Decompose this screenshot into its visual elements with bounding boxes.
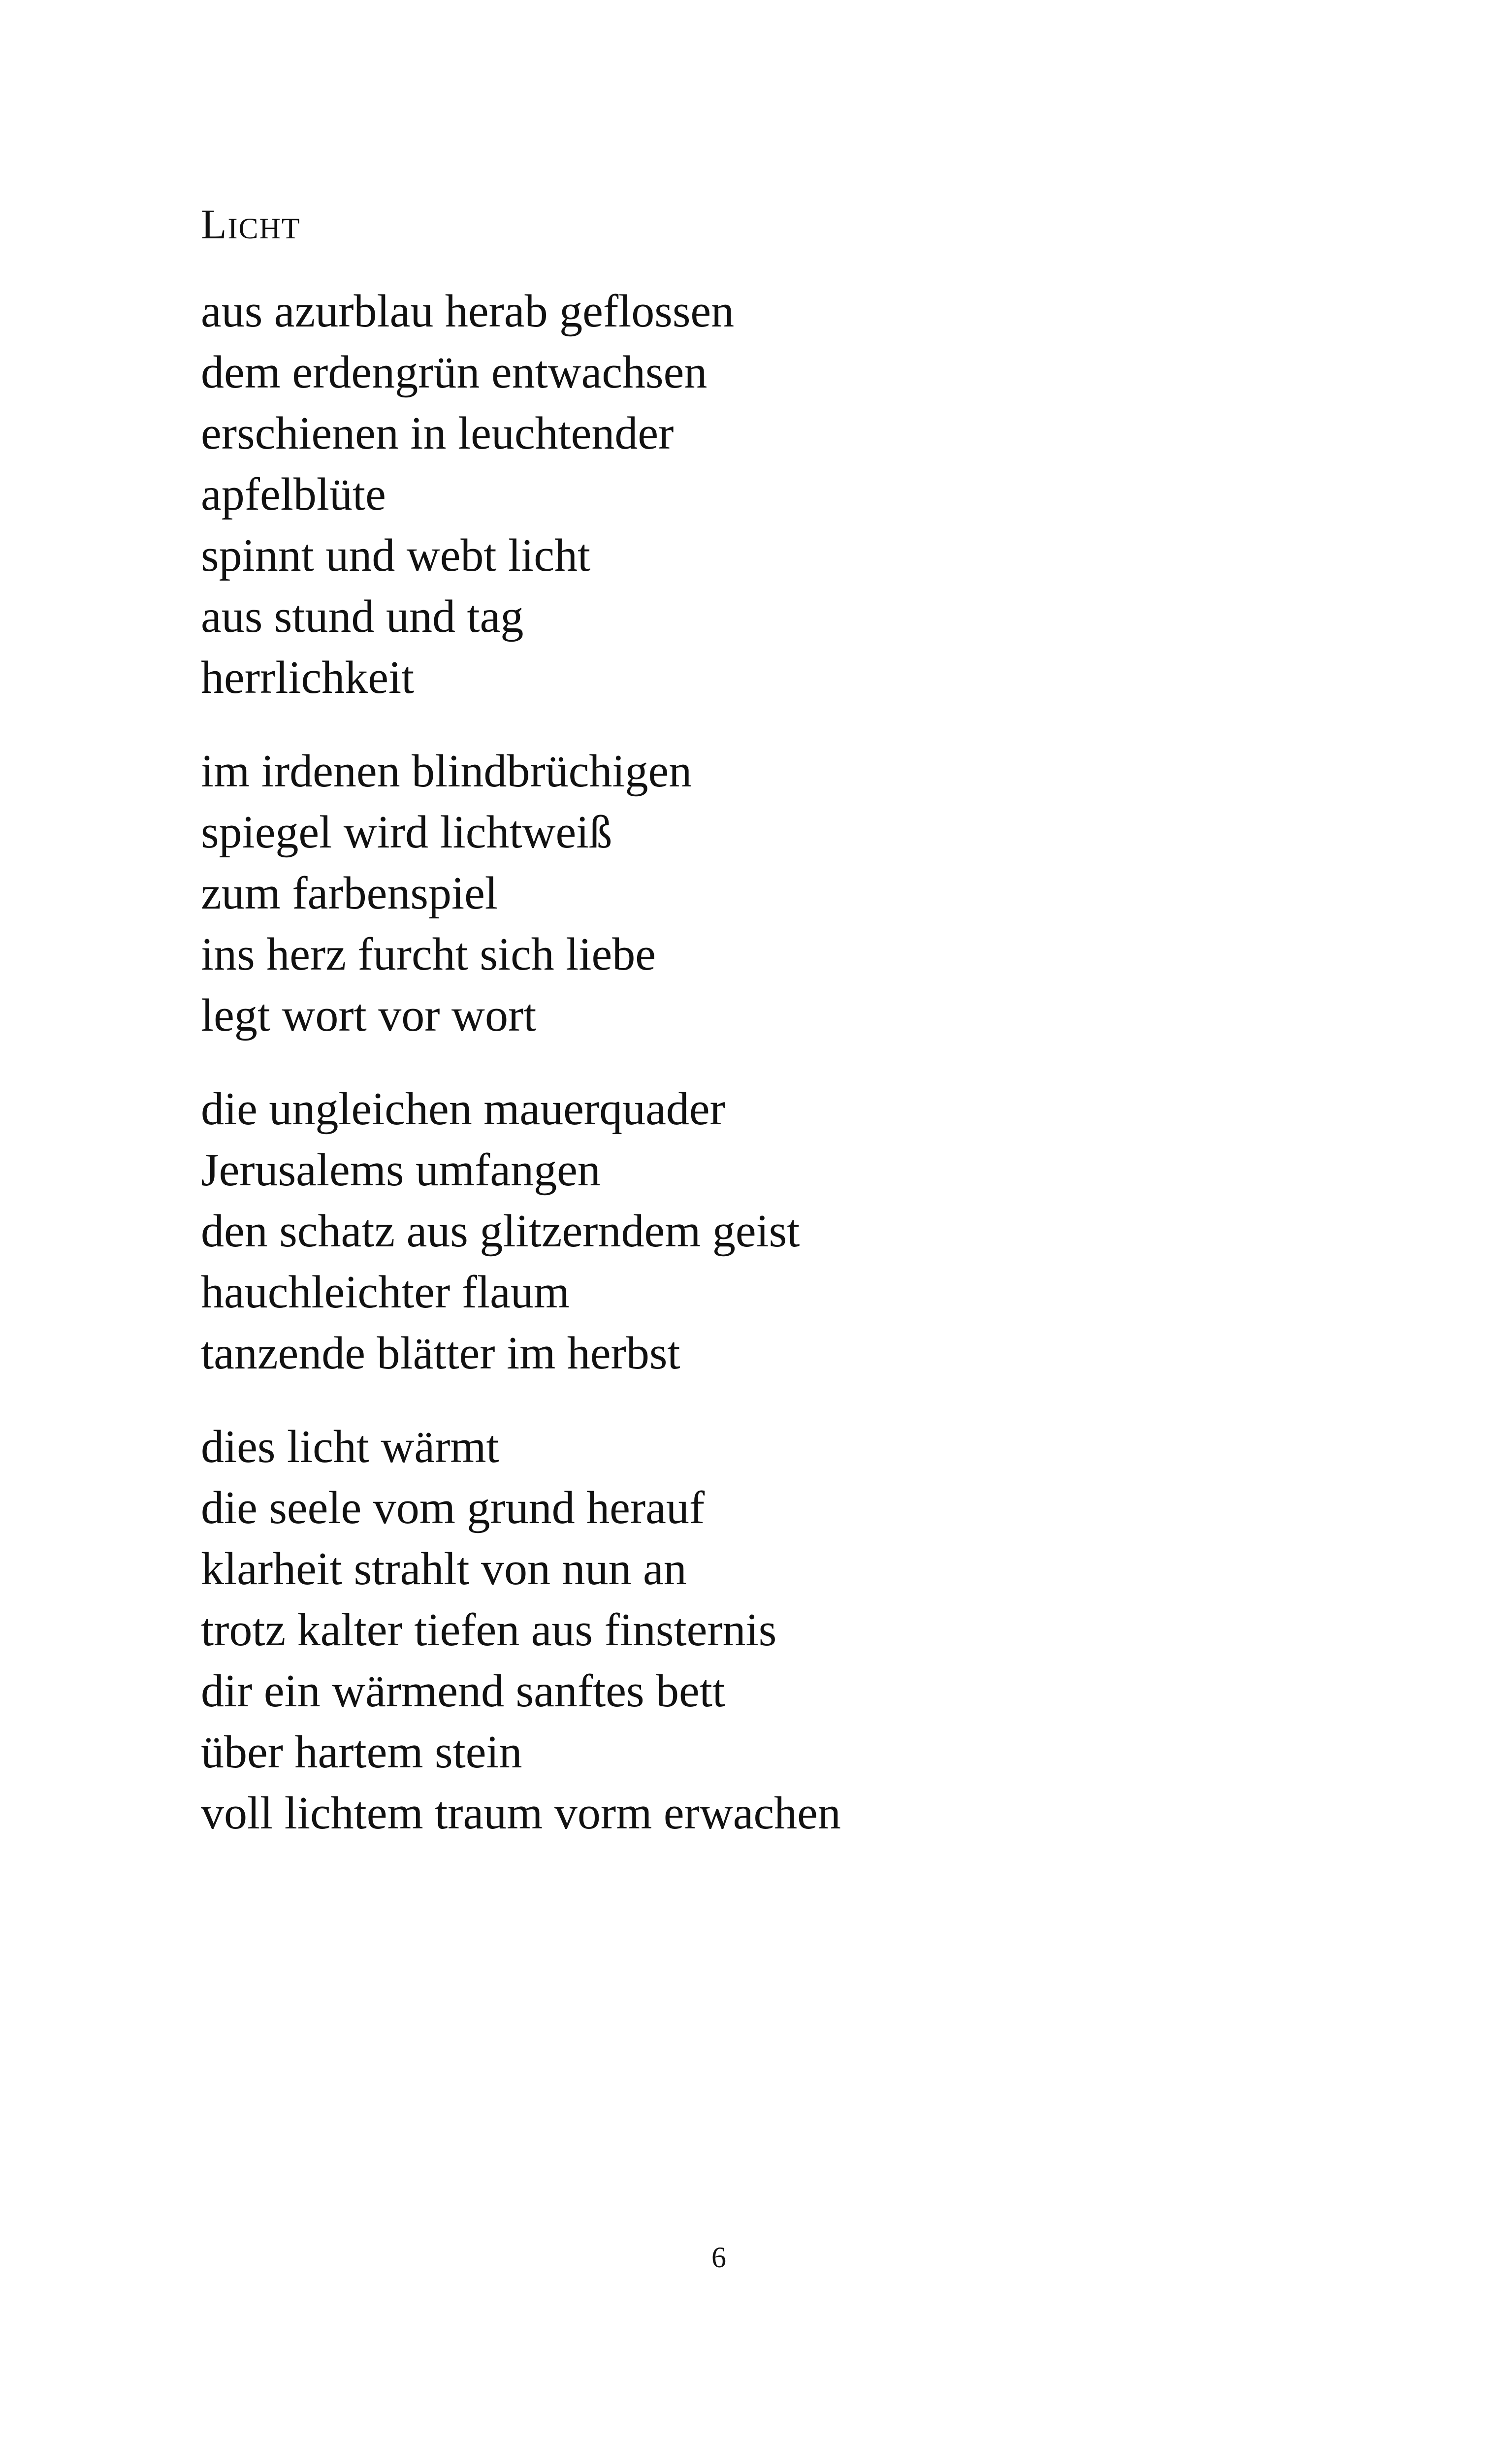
poem-line: legt wort vor wort	[201, 990, 537, 1041]
poem-line: aus stund und tag	[201, 591, 524, 642]
poem-line: tanzende blätter im herbst	[201, 1328, 680, 1379]
poem-line: hauchleichter flaum	[201, 1267, 570, 1318]
poem-line: dir ein wärmend sanftes bett	[201, 1665, 725, 1717]
poem-line: apfelblüte	[201, 469, 386, 520]
poem-line: zum farbenspiel	[201, 868, 498, 919]
poem-line: dem erdengrün entwachsen	[201, 347, 708, 398]
poem-line: die ungleichen mauerquader	[201, 1083, 725, 1135]
poem-line: ins herz furcht sich liebe	[201, 929, 656, 980]
page-number: 6	[711, 2241, 726, 2274]
poem-line: voll lichtem traum vorm erwachen	[201, 1788, 841, 1839]
poem-line: herrlichkeit	[201, 652, 415, 703]
poem-line: erschienen in leuchtender	[201, 408, 674, 459]
poem-line: die seele vom grund herauf	[201, 1482, 705, 1533]
stanza-4	[201, 1416, 1333, 1844]
stanza-1	[201, 281, 1333, 708]
poem-line: den schatz aus glitzerndem geist	[201, 1205, 800, 1257]
stanza-3	[201, 1078, 1333, 1384]
poem-line: spinnt und webt licht	[201, 530, 591, 581]
poem-line: im irdenen blindbrüchigen	[201, 746, 692, 797]
poem-line: spiegel wird lichtweiß	[201, 807, 612, 858]
poem	[201, 197, 1333, 1876]
stanza-2	[201, 741, 1333, 1046]
poem-line: aus azurblau herab geflossen	[201, 286, 735, 337]
poem-line: über hartem stein	[201, 1726, 522, 1778]
poem-title: Licht	[201, 200, 301, 248]
poem-line: trotz kalter tiefen aus finsternis	[201, 1604, 777, 1656]
poem-line: Jerusalems umfangen	[201, 1144, 601, 1196]
poem-line: klarheit strahlt von nun an	[201, 1543, 687, 1595]
poem-line: dies licht wärmt	[201, 1421, 499, 1472]
